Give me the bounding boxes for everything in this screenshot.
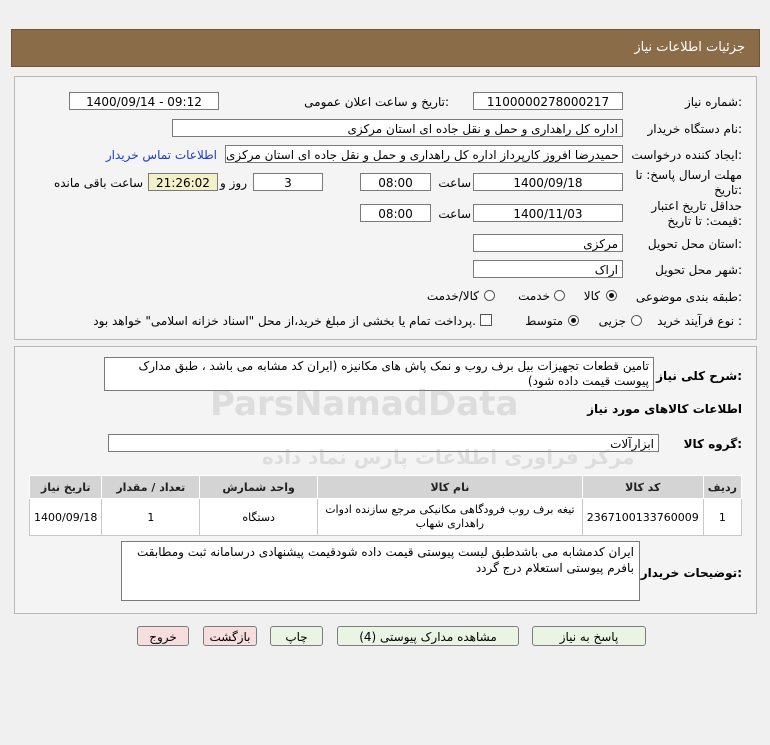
process-radio-medium[interactable] [568,315,579,326]
need-number-label: شماره نیاز: [684,95,742,109]
col-date: تاریخ نیاز [30,476,102,499]
city-label: شهر محل تحویل: [655,263,742,277]
buyer-notes-field: ایران کدمشابه می باشدطبق لیست پیوستی قیمت داده شودقیمت پیشنهادی درسامانه ثبت ومطابقت بافرم پیوستی استعلام درج گردد [121,541,640,601]
col-name: نام کالا [317,476,582,499]
row-date: 1400/09/18 [30,499,102,536]
category-radio-goods[interactable] [606,290,617,301]
category-radio-service[interactable] [554,290,565,301]
deadline-label-line2: تاریخ: [714,183,742,197]
watermark-latin: ParsNamadData [210,384,519,424]
days-label: روز و [220,176,247,190]
goods-info-title: اطلاعات کالاهای مورد نیاز [587,402,742,416]
col-index: ردیف [703,476,741,499]
print-button[interactable]: چاپ [270,626,323,646]
buyer-contact-link[interactable]: اطلاعات تماس خریدار [105,148,217,162]
category-option-goods-service: کالا/خدمت [426,289,479,303]
summary-field: تامین قطعات تجهیزات بیل برف روب و نمک پاش های مکانیزه (ایران کد مشابه می باشد ، طبق مدارک پیوست قیمت داده شود) [104,357,654,391]
deadline-label [635,168,742,198]
buyer-notes-label: توضیحات خریدار: [640,566,742,580]
deadline-date-field[interactable]: 1400/09/18 [473,173,623,191]
back-button[interactable]: بازگشت [203,626,257,646]
attachments-button[interactable]: مشاهده مدارک پیوستی (4) [337,626,519,646]
page-title: جزئیات اطلاعات نیاز [634,40,745,55]
deadline-label-line1: مهلت ارسال پاسخ: تا [635,168,742,182]
reply-button[interactable]: پاسخ به نیاز [532,626,646,646]
requester-field[interactable]: حمیدرضا افروز کارپرداز اداره کل راهداری و حمل و نقل جاده ای استان مرکزی [225,145,623,163]
col-unit: واحد شمارش [200,476,318,499]
category-label: طبقه بندی موضوعی: [635,290,742,304]
days-field[interactable]: 3 [253,173,323,191]
category-option-service: خدمت [518,289,550,303]
requester-label: ایجاد کننده درخواست: [631,148,742,162]
category-option-goods: کالا [583,289,600,303]
col-code: کد کالا [582,476,703,499]
validity-label-line2: قیمت: تا تاریخ: [667,214,742,228]
exit-button[interactable]: خروج [137,626,189,646]
col-qty: تعداد / مقدار [102,476,200,499]
validity-time-field[interactable]: 08:00 [360,204,431,222]
table-row [30,499,742,536]
goods-table [29,475,742,536]
remaining-time-field: 21:26:02 [148,173,218,191]
treasury-payment-checkbox[interactable] [480,314,492,326]
need-number-field[interactable]: 1100000278000217 [473,92,623,110]
validity-label [651,199,742,229]
row-code: 2367100133760009 [582,499,703,536]
buyer-org-label: نام دستگاه خریدار: [647,122,742,136]
deadline-time-label: ساعت [438,176,471,190]
validity-label-line1: حداقل تاریخ اعتبار [651,199,742,213]
row-unit: دستگاه [200,499,318,536]
page-header [11,29,760,67]
remaining-label: ساعت باقی مانده [53,176,143,190]
buyer-org-field[interactable]: اداره کل راهداری و حمل و نقل جاده ای استان مرکزی [172,119,623,137]
process-option-partial: جزیی [598,314,626,328]
process-radio-partial[interactable] [631,315,642,326]
city-field[interactable]: اراک [473,260,623,278]
process-label: نوع فرآیند خرید : [657,314,742,328]
row-name: تیغه برف روب فرودگاهی مکانیکی مرجع سازنده ادوات راهداری شهاب [317,499,582,536]
province-field[interactable]: مرکزی [473,234,623,252]
announce-label: تاریخ و ساعت اعلان عمومی: [304,95,449,109]
validity-time-label: ساعت [438,207,471,221]
treasury-payment-note: پرداخت تمام یا بخشی از مبلغ خرید،از محل "اسناد خزانه اسلامی" خواهد بود. [93,314,476,328]
row-qty: 1 [102,499,200,536]
announce-field[interactable]: 1400/09/14 - 09:12 [69,92,219,110]
watermark-persian: مرکز فراوری اطلاعات پارس نماد داده [262,445,635,469]
summary-label: شرح کلی نیاز: [656,369,742,383]
process-option-medium: متوسط [525,314,563,328]
deadline-time-field[interactable]: 08:00 [360,173,431,191]
goods-group-field: ابزارآلات [108,434,659,452]
validity-date-field[interactable]: 1400/11/03 [473,204,623,222]
goods-group-label: گروه کالا: [683,437,742,451]
row-index: 1 [703,499,741,536]
province-label: استان محل تحویل: [647,237,742,251]
category-radio-goods-service[interactable] [484,290,495,301]
goods-table-header [30,476,742,499]
